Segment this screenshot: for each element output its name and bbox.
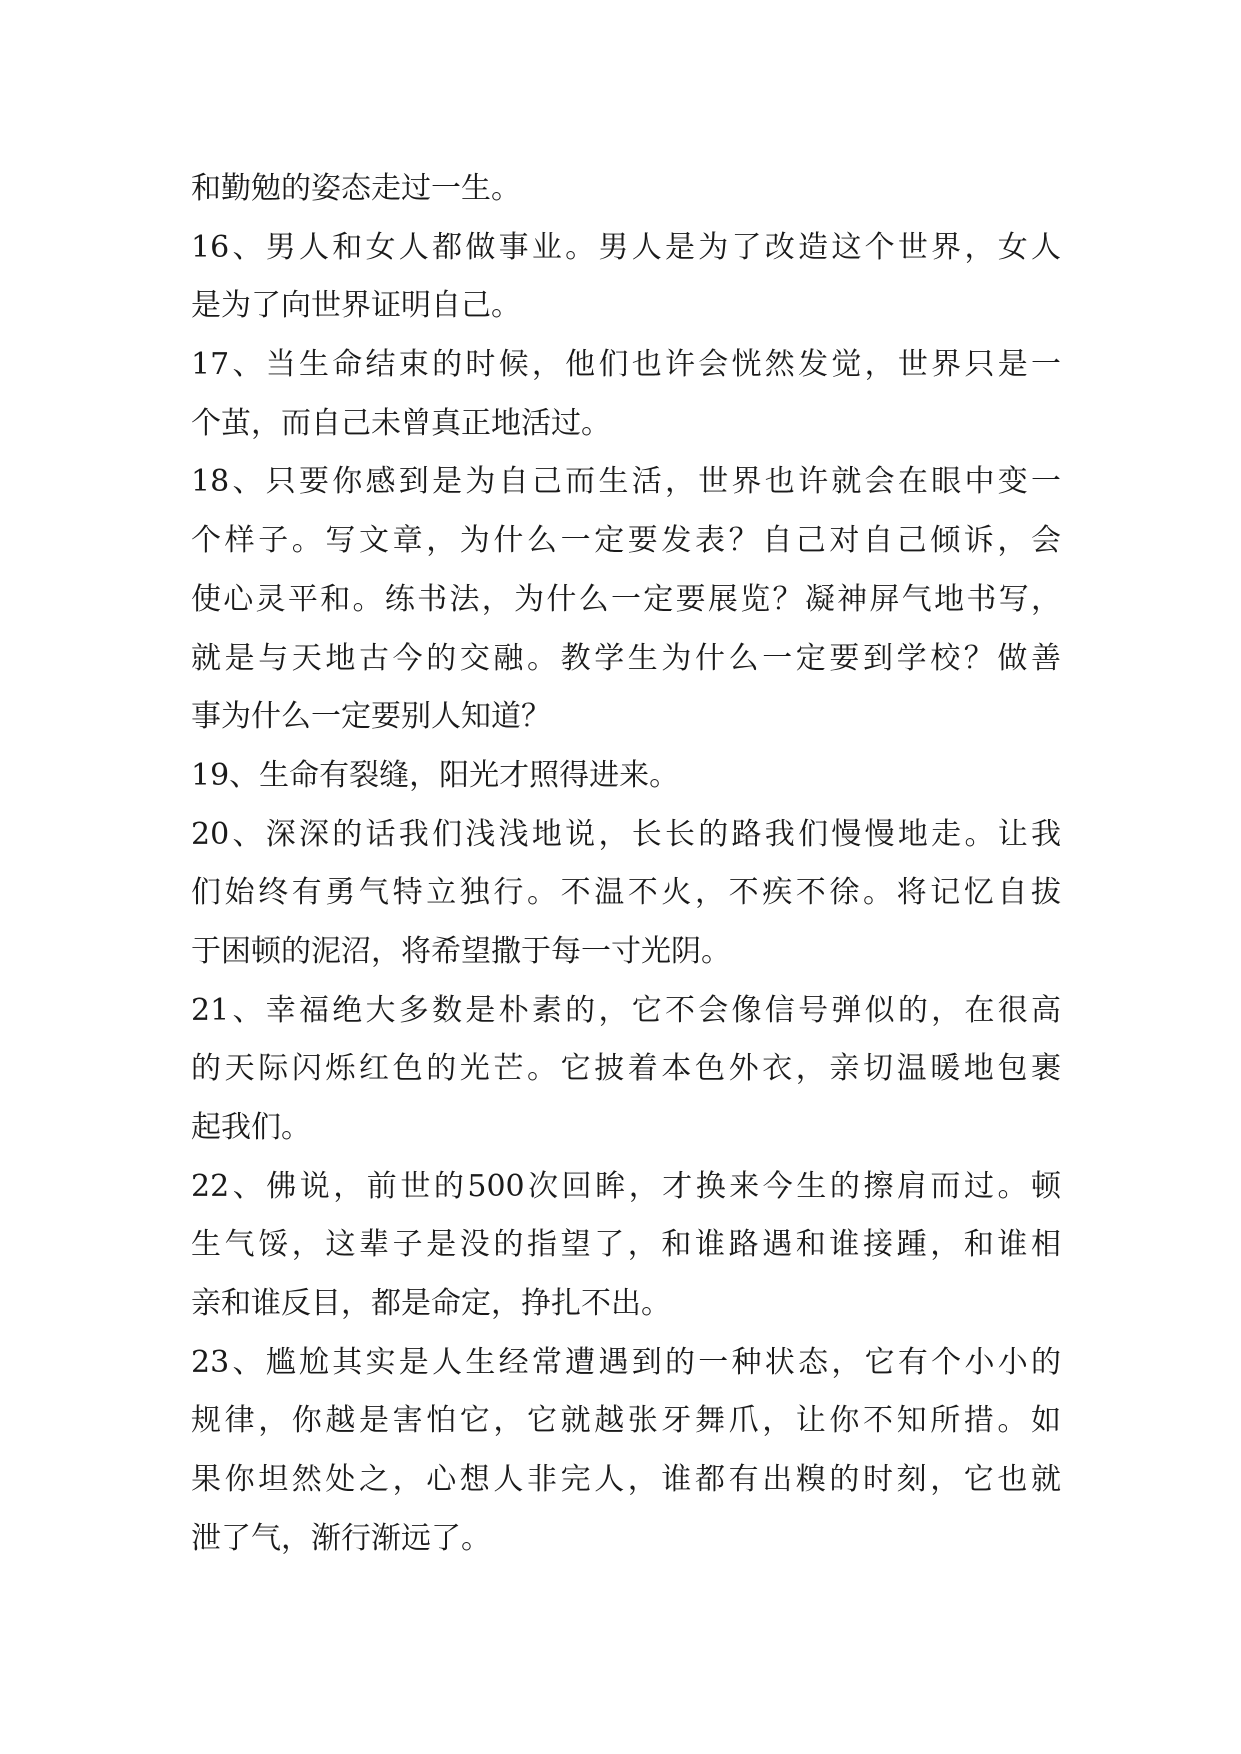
text-line: 果你坦然处之，心想人非完人，谁都有出糗的时刻，它也就 — [191, 1462, 1061, 1498]
text-line: 17、当生命结束的时候，他们也许会恍然发觉，世界只是一 — [191, 347, 1061, 383]
text-line: 个样子。写文章，为什么一定要发表？自己对自己倾诉，会 — [191, 523, 1061, 559]
text-line: 使心灵平和。练书法，为什么一定要展览？凝神屏气地书写， — [191, 581, 1061, 617]
text-line: 亲和谁反目，都是命定，挣扎不出。 — [191, 1286, 671, 1322]
text-line: 21、幸福绝大多数是朴素的，它不会像信号弹似的，在很高 — [191, 992, 1061, 1028]
text-line: 19、生命有裂缝，阳光才照得进来。 — [191, 757, 680, 793]
text-line: 和勤勉的姿态走过一生。 — [191, 171, 521, 206]
text-line: 规律，你越是害怕它，它就越张牙舞爪，让你不知所措。如 — [191, 1403, 1061, 1439]
text-line: 18、只要你感到是为自己而生活，世界也许就会在眼中变一 — [191, 464, 1061, 500]
text-line: 23、尴尬其实是人生经常遭遇到的一种状态，它有个小小的 — [191, 1344, 1061, 1380]
text-line: 是为了向世界证明自己。 — [191, 288, 521, 324]
text-line: 生气馁，这辈子是没的指望了，和谁路遇和谁接踵，和谁相 — [191, 1227, 1061, 1263]
text-line: 泄了气，渐行渐远了。 — [191, 1520, 491, 1556]
text-line: 起我们。 — [191, 1110, 311, 1145]
text-line: 16、男人和女人都做事业。男人是为了改造这个世界，女人 — [191, 229, 1061, 265]
text-line: 就是与天地古今的交融。教学生为什么一定要到学校？做善 — [191, 640, 1061, 676]
text-line: 们始终有勇气特立独行。不温不火，不疾不徐。将记忆自拔 — [191, 875, 1061, 911]
text-line: 于困顿的泥沼，将希望撒于每一寸光阴。 — [191, 933, 731, 969]
text-line: 事为什么一定要别人知道？ — [191, 699, 551, 735]
text-line: 22、佛说，前世的500次回眸，才换来今生的擦肩而过。顿 — [191, 1168, 1061, 1204]
text-body — [191, 160, 1061, 1569]
text-line: 20、深深的话我们浅浅地说，长长的路我们慢慢地走。让我 — [191, 816, 1061, 852]
text-line: 个茧，而自己未曾真正地活过。 — [191, 405, 611, 441]
text-line: 的天际闪烁红色的光芒。它披着本色外衣，亲切温暖地包裹 — [191, 1051, 1061, 1087]
